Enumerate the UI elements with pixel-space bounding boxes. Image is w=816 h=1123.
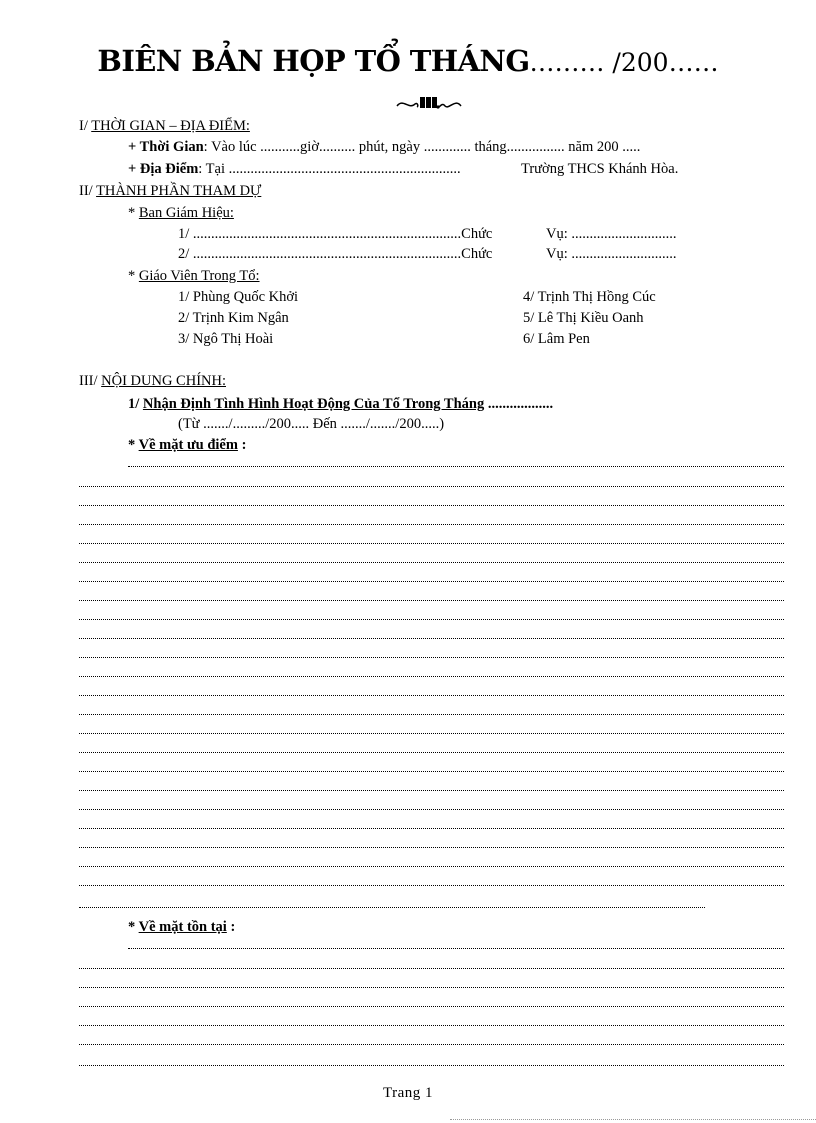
advantages-line <box>79 581 784 582</box>
place-row <box>128 160 461 178</box>
gv-star: * <box>128 268 139 284</box>
time-label: + Thời Gian <box>128 139 204 155</box>
advantages-line <box>79 486 784 487</box>
advantages-line <box>79 676 784 677</box>
teacher-4: 4/ Trịnh Thị Hồng Cúc <box>523 289 656 305</box>
advantages-line <box>79 600 784 601</box>
gv-label: Giáo Viên Trong Tổ: <box>138 268 260 284</box>
advantages-line <box>79 695 784 696</box>
shortcomings-line <box>79 968 784 969</box>
advantages-line <box>79 752 784 753</box>
place-school: Trường THCS Khánh Hòa. <box>521 161 679 177</box>
advantages-line <box>79 733 784 734</box>
place-text: : Tại ................................................................ <box>198 161 461 177</box>
advantages-line <box>79 828 784 829</box>
advantages-line <box>79 505 784 506</box>
advantages-star: * <box>128 437 139 453</box>
advantages-colon: : <box>237 437 247 453</box>
place-label: + Địa Điểm <box>128 161 199 177</box>
bgh-label: Ban Giám Hiệu: <box>138 205 234 221</box>
teacher-1: 1/ Phùng Quốc Khởi <box>178 289 299 305</box>
advantages-line <box>79 790 784 791</box>
advantages-line <box>79 657 784 658</box>
teacher-6: 6/ Lâm Pen <box>523 331 590 347</box>
advantages-line <box>79 885 784 886</box>
section-2-title: THÀNH PHẦN THAM DỰ <box>96 183 262 199</box>
time-text: : Vào lúc ...........giờ.......... phút, ngày ............. tháng................ năm 200 ..... <box>203 139 641 155</box>
shortcomings-heading <box>128 918 235 936</box>
teacher-5: 5/ Lê Thị Kiều Oanh <box>523 310 644 326</box>
bgh-row-2-right: Vụ: ............................. <box>546 246 677 262</box>
shortcomings-colon: : <box>226 919 236 935</box>
shortcomings-label: Về mặt tồn tại <box>138 919 227 935</box>
advantages-label: Về mặt ưu điểm <box>138 437 238 453</box>
advantages-line <box>79 714 784 715</box>
section-2-heading <box>79 182 261 200</box>
assessment-number: 1/ <box>128 396 143 412</box>
advantages-line <box>79 809 784 810</box>
bgh-row-2-left: 2/ ..........................................................................Chức <box>178 246 493 262</box>
shortcomings-star: * <box>128 919 139 935</box>
advantages-line <box>79 866 784 867</box>
advantages-line <box>79 638 784 639</box>
advantages-line <box>79 771 784 772</box>
assessment-dots: .................. <box>484 396 554 412</box>
advantages-line <box>79 562 784 563</box>
document-title <box>0 44 816 78</box>
advantages-line <box>79 847 784 848</box>
bgh-row-1-left: 1/ ..........................................................................Chức <box>178 226 493 242</box>
section-1-number: I/ <box>79 118 88 134</box>
bgh-heading <box>128 204 234 222</box>
shortcomings-line <box>128 948 784 949</box>
advantages-heading <box>128 436 246 454</box>
section-1-title: THỜI GIAN – ĐỊA ĐIỂM: <box>91 118 250 134</box>
decorative-divider-icon <box>393 92 465 112</box>
title-main: BIÊN BẢN HỌP TỔ THÁNG <box>97 44 530 78</box>
teacher-3: 3/ Ngô Thị Hoài <box>178 331 274 347</box>
shortcomings-line <box>79 1006 784 1007</box>
section-3-title: NỘI DUNG CHÍNH: <box>101 373 226 389</box>
title-suffix: ……… /200…… <box>529 48 719 77</box>
advantages-line <box>128 466 784 467</box>
advantages-line <box>79 543 784 544</box>
section-1-heading <box>79 117 250 135</box>
shortcomings-line <box>79 1044 784 1045</box>
gv-heading <box>128 267 260 285</box>
section-3-number: III/ <box>79 373 98 389</box>
page-number: Trang 1 <box>382 1085 434 1101</box>
advantages-line <box>79 524 784 525</box>
bgh-star: * <box>128 205 139 221</box>
shortcomings-line <box>79 1065 784 1066</box>
advantages-line <box>79 907 705 908</box>
shortcomings-line <box>79 987 784 988</box>
shortcomings-line <box>79 1025 784 1026</box>
assessment-title: Nhận Định Tình Hình Hoạt Động Của Tổ Trong Tháng <box>142 396 485 412</box>
section-2-number: II/ <box>79 183 93 199</box>
advantages-line <box>79 619 784 620</box>
section-3-heading <box>79 372 226 390</box>
time-row <box>128 138 640 156</box>
teacher-2: 2/ Trịnh Kim Ngân <box>178 310 289 326</box>
period-range: (Từ ......./........./200..... Đến ......./......./200.....) <box>178 416 445 432</box>
assessment-heading <box>128 395 553 413</box>
page-edge-divider <box>450 1119 816 1120</box>
bgh-row-1-right: Vụ: ............................. <box>546 226 677 242</box>
